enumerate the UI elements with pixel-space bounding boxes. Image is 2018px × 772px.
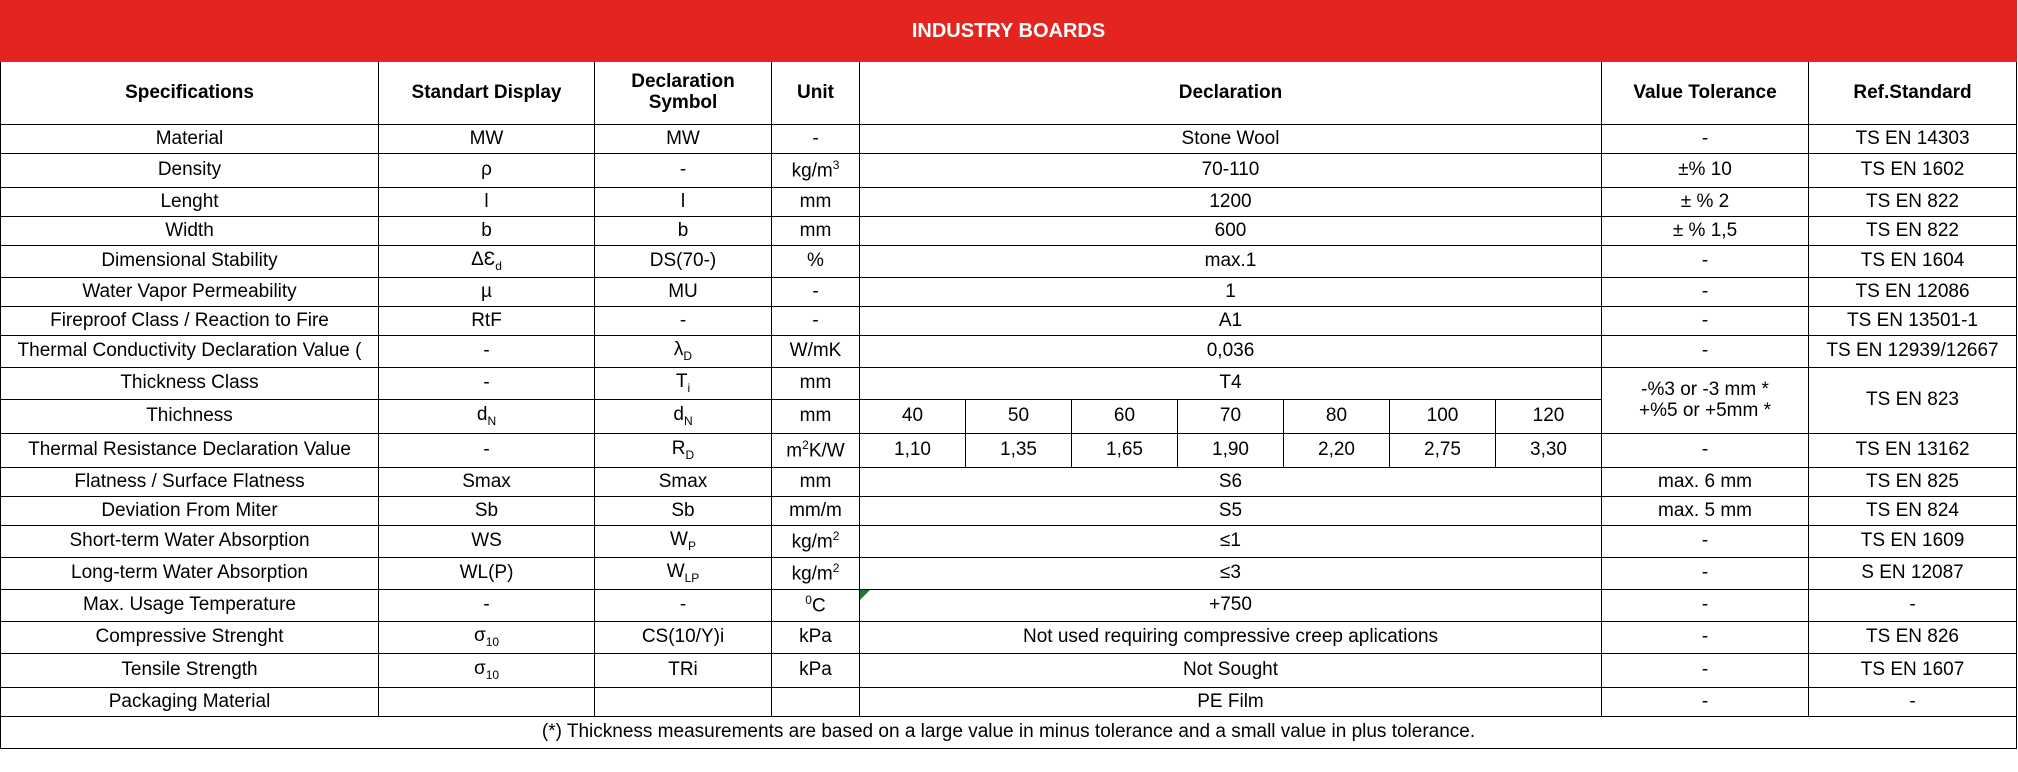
unit-sup: 2: [832, 560, 840, 575]
spec-name: Density: [1, 154, 379, 188]
value-tolerance: -: [1602, 307, 1809, 336]
symbol-sub: D: [685, 447, 695, 462]
declaration: A1: [860, 307, 1602, 336]
value-tolerance: ± % 1,5: [1602, 217, 1809, 246]
spec-name: Tensile Strength: [1, 654, 379, 688]
unit: -: [772, 125, 860, 154]
display-base: σ: [473, 625, 486, 646]
ref-standard: -: [1809, 590, 2017, 622]
standart-display: ρ: [379, 154, 595, 188]
declaration-symbol: l: [595, 188, 772, 217]
value-tolerance: ±% 10: [1602, 154, 1809, 188]
declaration: Stone Wool: [860, 125, 1602, 154]
standart-display: b: [379, 217, 595, 246]
unit: [772, 434, 860, 468]
ref-standard: S EN 12087: [1809, 558, 2017, 590]
declaration: 600: [860, 217, 1602, 246]
ref-standard: TS EN 824: [1809, 497, 2017, 526]
unit: mm: [772, 468, 860, 497]
value-tolerance: ± % 2: [1602, 188, 1809, 217]
unit: -: [772, 278, 860, 307]
display-base: σ: [473, 658, 486, 679]
value-tolerance: -: [1602, 526, 1809, 558]
unit: mm: [772, 368, 860, 400]
symbol-base: d: [673, 404, 684, 425]
declaration: max.1: [860, 246, 1602, 278]
declaration: 0,036: [860, 336, 1602, 368]
thickness-value: 60: [1072, 400, 1178, 434]
declaration: 1200: [860, 188, 1602, 217]
thickness-value: 100: [1390, 400, 1496, 434]
standart-display: WL(P): [379, 558, 595, 590]
resistance-value: 1,65: [1072, 434, 1178, 468]
ref-standard: TS EN 1604: [1809, 246, 2017, 278]
unit-sup: 2: [802, 437, 809, 452]
thickness-value: 70: [1178, 400, 1284, 434]
declaration: ≤1: [860, 526, 1602, 558]
row-length: [1, 188, 2017, 217]
spec-name: Thichness: [1, 400, 379, 434]
value-tolerance: -: [1602, 688, 1809, 717]
declaration-symbol: DS(70-): [595, 246, 772, 278]
ref-standard: TS EN 825: [1809, 468, 2017, 497]
ref-standard: TS EN 826: [1809, 622, 2017, 654]
spec-name: Thermal Conductivity Declaration Value (: [1, 336, 379, 368]
title-row: [1, 1, 2017, 62]
row-tensile: [1, 654, 2017, 688]
standart-display: RtF: [379, 307, 595, 336]
symbol-sub: LP: [684, 570, 700, 585]
value-tolerance: -: [1602, 278, 1809, 307]
row-thickness-class: [1, 368, 2017, 400]
value-tolerance: -: [1602, 590, 1809, 622]
standart-display: MW: [379, 125, 595, 154]
declaration-symbol: [595, 336, 772, 368]
value-tolerance: -: [1602, 434, 1809, 468]
row-long-water: [1, 558, 2017, 590]
header-unit: Unit: [772, 62, 860, 125]
value-tolerance: max. 6 mm: [1602, 468, 1809, 497]
tolerance-plus: +%5 or +5mm *: [1639, 399, 1771, 421]
symbol-sub: i: [687, 380, 691, 395]
declaration: T4: [860, 368, 1602, 400]
resistance-value: 1,35: [966, 434, 1072, 468]
footnote-row: [1, 717, 2017, 749]
value-tolerance: max. 5 mm: [1602, 497, 1809, 526]
unit: kPa: [772, 622, 860, 654]
unit: [772, 688, 860, 717]
spec-name: Material: [1, 125, 379, 154]
value-tolerance: -: [1602, 558, 1809, 590]
spec-name: Short-term Water Absorption: [1, 526, 379, 558]
declaration: [860, 590, 1602, 622]
spec-name: Deviation From Miter: [1, 497, 379, 526]
value-tolerance: -: [1602, 125, 1809, 154]
standart-display: -: [379, 590, 595, 622]
standart-display: Sb: [379, 497, 595, 526]
declaration-symbol: Smax: [595, 468, 772, 497]
header-standart-display: Standart Display: [379, 62, 595, 125]
unit: mm: [772, 188, 860, 217]
standart-display: [379, 622, 595, 654]
symbol-base: λ: [673, 339, 684, 360]
unit: mm: [772, 217, 860, 246]
spec-name: Lenght: [1, 188, 379, 217]
unit: [772, 590, 860, 622]
ref-standard: TS EN 1602: [1809, 154, 2017, 188]
unit-base: C: [811, 595, 826, 617]
spec-name: Width: [1, 217, 379, 246]
declaration-symbol: [595, 400, 772, 434]
declaration-symbol: -: [595, 590, 772, 622]
unit: mm: [772, 400, 860, 434]
declaration-symbol: TRi: [595, 654, 772, 688]
unit-sup: 3: [832, 157, 840, 172]
row-thermal-conductivity: [1, 336, 2017, 368]
ref-standard: -: [1809, 688, 2017, 717]
resistance-value: 1,90: [1178, 434, 1284, 468]
ref-standard: TS EN 13162: [1809, 434, 2017, 468]
display-sub: 10: [485, 667, 500, 682]
standart-display: -: [379, 336, 595, 368]
spec-name: Fireproof Class / Reaction to Fire: [1, 307, 379, 336]
declaration-symbol: [595, 558, 772, 590]
header-declaration: Declaration: [860, 62, 1602, 125]
symbol-base: W: [670, 529, 688, 550]
display-base: ΔƐ: [471, 249, 496, 270]
symbol-sub: D: [683, 348, 693, 363]
ref-standard: TS EN 1607: [1809, 654, 2017, 688]
standart-display: [379, 688, 595, 717]
footnote: (*) Thickness measurements are based on a large value in minus tolerance and a small value in plus tolerance.: [1, 717, 2017, 749]
row-material: [1, 125, 2017, 154]
value-tolerance: -: [1602, 336, 1809, 368]
tolerance-minus: -%3 or -3 mm *: [1641, 378, 1769, 400]
resistance-value: 2,75: [1390, 434, 1496, 468]
declaration-symbol: MU: [595, 278, 772, 307]
ref-standard: TS EN 822: [1809, 188, 2017, 217]
standart-display: l: [379, 188, 595, 217]
unit: mm/m: [772, 497, 860, 526]
spec-name: Compressive Strenght: [1, 622, 379, 654]
value-tolerance: [1602, 368, 1809, 434]
declaration: Not used requiring compressive creep aplications: [860, 622, 1602, 654]
symbol-base: W: [666, 561, 685, 582]
symbol-base: T: [675, 371, 688, 392]
row-dimensional-stability: [1, 246, 2017, 278]
symbol-base: R: [671, 438, 686, 459]
declaration: Not Sought: [860, 654, 1602, 688]
row-width: [1, 217, 2017, 246]
unit-sup: 2: [832, 528, 840, 543]
symbol-sub: N: [683, 413, 693, 428]
row-fireproof: [1, 307, 2017, 336]
declaration-symbol: b: [595, 217, 772, 246]
row-density: [1, 154, 2017, 188]
unit: -: [772, 307, 860, 336]
standart-display: [379, 400, 595, 434]
table-title: INDUSTRY BOARDS: [1, 1, 2017, 62]
ref-standard: TS EN 822: [1809, 217, 2017, 246]
spec-name: Packaging Material: [1, 688, 379, 717]
unit: %: [772, 246, 860, 278]
display-base: d: [476, 404, 488, 425]
thickness-value: 80: [1284, 400, 1390, 434]
row-water-vapor: [1, 278, 2017, 307]
unit-base: kg/m: [791, 160, 833, 182]
ref-standard: TS EN 1609: [1809, 526, 2017, 558]
standart-display: [379, 246, 595, 278]
unit-post: K/W: [808, 440, 845, 462]
header-value-tolerance: Value Tolerance: [1602, 62, 1809, 125]
spec-name: Water Vapor Permeability: [1, 278, 379, 307]
standart-display: µ: [379, 278, 595, 307]
row-packaging: [1, 688, 2017, 717]
declaration-symbol: [595, 526, 772, 558]
declaration-symbol: MW: [595, 125, 772, 154]
declaration: 70-110: [860, 154, 1602, 188]
declaration: S5: [860, 497, 1602, 526]
header-declaration-symbol: Declaration Symbol: [595, 62, 772, 125]
row-thermal-resistance: [1, 434, 2017, 468]
declaration-symbol: CS(10/Y)i: [595, 622, 772, 654]
declaration: 1: [860, 278, 1602, 307]
unit: W/mK: [772, 336, 860, 368]
row-max-temp: [1, 590, 2017, 622]
spec-name: Dimensional Stability: [1, 246, 379, 278]
ref-standard: TS EN 14303: [1809, 125, 2017, 154]
unit: [772, 558, 860, 590]
standart-display: -: [379, 368, 595, 400]
display-sub: 10: [485, 634, 500, 649]
unit-sup: 0: [805, 592, 812, 607]
declaration-symbol: -: [595, 154, 772, 188]
spec-name: Flatness / Surface Flatness: [1, 468, 379, 497]
declaration-text: +750: [1209, 594, 1252, 616]
ref-standard: TS EN 13501-1: [1809, 307, 2017, 336]
spec-name: Thermal Resistance Declaration Value: [1, 434, 379, 468]
row-compressive: [1, 622, 2017, 654]
unit: [772, 154, 860, 188]
standart-display: WS: [379, 526, 595, 558]
ref-standard: TS EN 12086: [1809, 278, 2017, 307]
spec-name: Thickness Class: [1, 368, 379, 400]
thickness-value: 50: [966, 400, 1072, 434]
spec-name: Max. Usage Temperature: [1, 590, 379, 622]
display-sub: N: [487, 413, 497, 428]
resistance-value: 3,30: [1496, 434, 1602, 468]
header-specifications: Specifications: [1, 62, 379, 125]
declaration-symbol: [595, 434, 772, 468]
row-miter: [1, 497, 2017, 526]
standart-display: -: [379, 434, 595, 468]
value-tolerance: -: [1602, 246, 1809, 278]
thickness-value: 120: [1496, 400, 1602, 434]
row-flatness: [1, 468, 2017, 497]
unit-base: kg/m: [791, 563, 833, 585]
declaration-symbol: [595, 688, 772, 717]
unit-pre: m: [786, 440, 803, 462]
unit: kPa: [772, 654, 860, 688]
value-tolerance: -: [1602, 622, 1809, 654]
declaration: PE Film: [860, 688, 1602, 717]
declaration: ≤3: [860, 558, 1602, 590]
symbol-sub: P: [687, 538, 696, 553]
row-short-water: [1, 526, 2017, 558]
display-sub: d: [495, 258, 502, 273]
value-tolerance: -: [1602, 654, 1809, 688]
resistance-value: 1,10: [860, 434, 966, 468]
comment-marker: [860, 590, 870, 600]
thickness-value: 40: [860, 400, 966, 434]
header-ref-standard: Ref.Standard: [1809, 62, 2017, 125]
ref-standard: TS EN 823: [1809, 368, 2017, 434]
ref-standard: TS EN 12939/12667: [1809, 336, 2017, 368]
unit: [772, 526, 860, 558]
standart-display: Smax: [379, 468, 595, 497]
resistance-value: 2,20: [1284, 434, 1390, 468]
spec-name: Long-term Water Absorption: [1, 558, 379, 590]
declaration-symbol: [595, 368, 772, 400]
declaration-symbol: -: [595, 307, 772, 336]
header-row: [1, 62, 2017, 125]
declaration-symbol: Sb: [595, 497, 772, 526]
standart-display: [379, 654, 595, 688]
unit-base: kg/m: [791, 531, 833, 553]
declaration: S6: [860, 468, 1602, 497]
